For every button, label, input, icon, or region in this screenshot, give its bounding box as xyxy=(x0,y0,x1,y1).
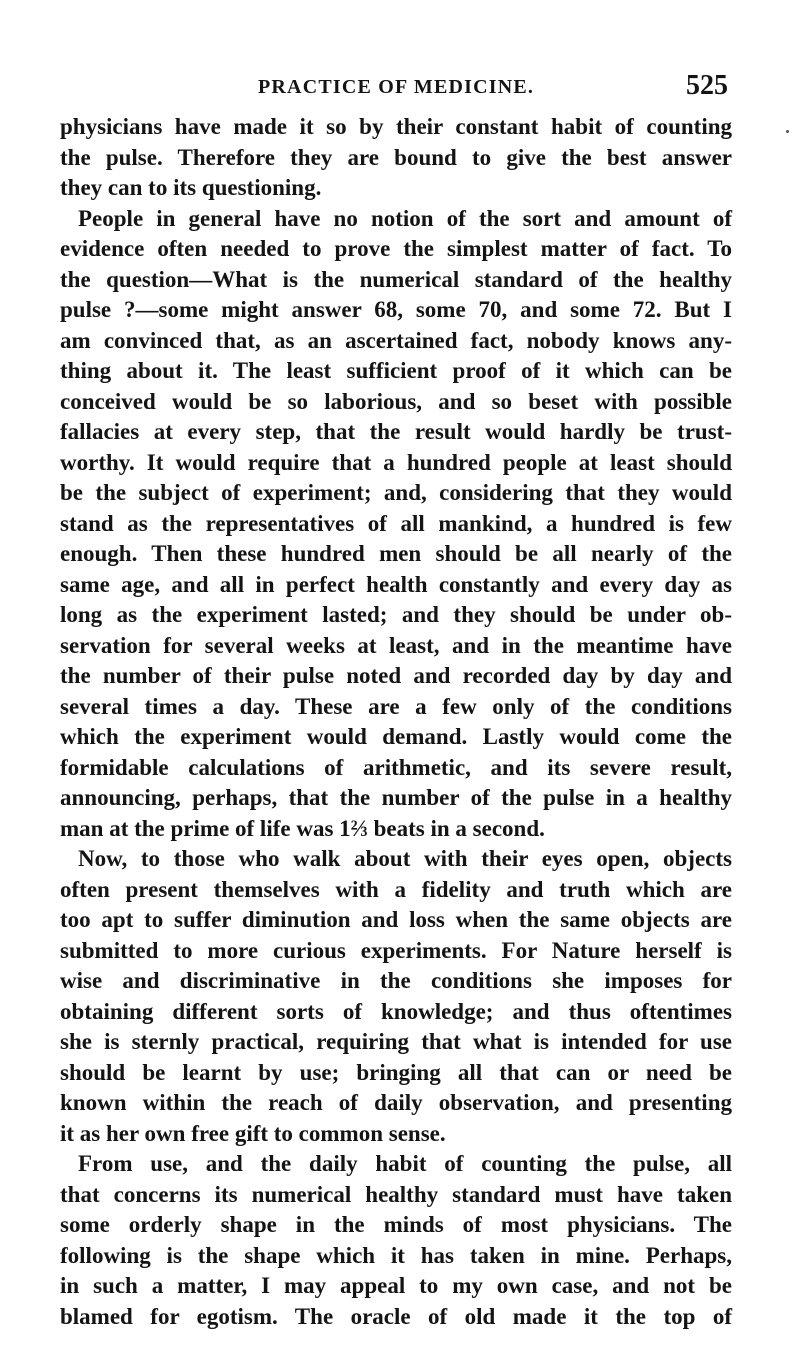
text-line: which the experiment would demand. Lastly would come the xyxy=(60,724,732,749)
text-line: it as her own free gift to common sense. xyxy=(60,1120,446,1146)
text-line: often present themselves with a fidelity and truth which are xyxy=(60,876,732,902)
text-line: formidable calculations of arithmetic, and its severe result, xyxy=(60,754,732,780)
text-line: the number of their pulse noted and recorded day by day and xyxy=(60,663,732,688)
page-header xyxy=(0,70,800,104)
text-line: they can to its questioning. xyxy=(60,175,322,200)
running-head: PRACTICE OF MEDICINE. xyxy=(258,76,535,98)
text-line: worthy. It would require that a hundred people at least should xyxy=(60,449,732,475)
text-line: thing about it. The least sufficient proof of it which can be xyxy=(60,358,732,383)
text-line: enough. Then these hundred men should be all nearly of the xyxy=(60,541,732,566)
text-line: servation for several weeks at least, and in the meantime have xyxy=(60,632,732,658)
text-line: obtaining different sorts of knowledge; and thus oftentimes xyxy=(60,998,732,1024)
text-line: Now, to those who walk about with their eyes open, objects xyxy=(78,846,732,871)
text-line: she is sternly practical, requiring that what is intended for use xyxy=(60,1029,732,1054)
text-line: long as the experiment lasted; and they should be under ob- xyxy=(60,602,732,627)
text-line: am convinced that, as an ascertained fact, nobody knows any- xyxy=(60,327,732,353)
text-line: announcing, perhaps, that the number of the pulse in a healthy xyxy=(60,785,732,810)
text-line: fallacies at every step, that the result would hardly be trust- xyxy=(60,419,732,444)
text-line: same age, and all in perfect health constantly and every day as xyxy=(60,571,732,597)
margin-speck xyxy=(786,130,789,133)
text-line: physicians have made it so by their constant habit of counting xyxy=(60,114,732,139)
page-number: 525 xyxy=(686,70,728,101)
text-line: the question—What is the numerical standard of the healthy xyxy=(60,266,732,292)
text-line: some orderly shape in the minds of most physicians. The xyxy=(60,1212,732,1237)
text-line: following is the shape which it has taken in mine. Perhaps, xyxy=(60,1242,732,1268)
body-text xyxy=(60,112,732,1332)
text-line: that concerns its numerical healthy standard must have taken xyxy=(60,1181,732,1207)
text-line: submitted to more curious experiments. For Nature herself is xyxy=(60,937,732,963)
text-line: pulse ?—some might answer 68, some 70, and some 72. But I xyxy=(60,297,732,322)
text-line: wise and discriminative in the conditions she imposes for xyxy=(60,968,732,993)
text-line: in such a matter, I may appeal to my own case, and not be xyxy=(60,1273,732,1298)
text-line: be the subject of experiment; and, considering that they would xyxy=(60,480,732,505)
text-line: blamed for egotism. The oracle of old made it the top of xyxy=(60,1303,732,1329)
text-line: man at the prime of life was 1⅔ beats in a second. xyxy=(60,815,545,841)
text-line: conceived would be so laborious, and so beset with possible xyxy=(60,388,732,414)
text-line: known within the reach of daily observation, and presenting xyxy=(60,1090,732,1115)
text-line: several times a day. These are a few only of the conditions xyxy=(60,693,732,719)
text-line: People in general have no notion of the sort and amount of xyxy=(78,205,732,231)
text-line: too apt to suffer diminution and loss when the same objects are xyxy=(60,907,732,932)
text-line: the pulse. Therefore they are bound to give the best answer xyxy=(60,144,732,170)
text-line: stand as the representatives of all mankind, a hundred is few xyxy=(60,510,732,536)
text-line: evidence often needed to prove the simplest matter of fact. To xyxy=(60,236,732,261)
text-line: should be learnt by use; bringing all that can or need be xyxy=(60,1059,732,1085)
text-line: From use, and the daily habit of counting the pulse, all xyxy=(78,1151,732,1176)
